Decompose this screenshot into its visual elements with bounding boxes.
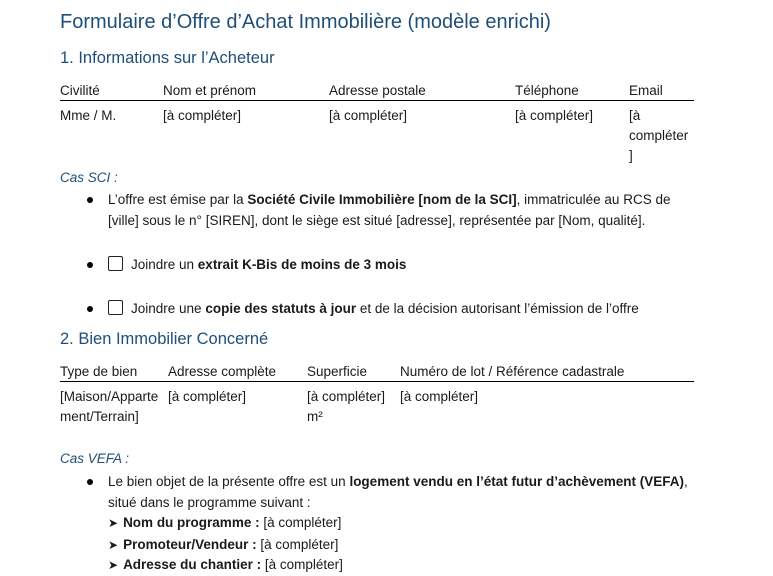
header-civilite: Civilité [60,80,163,101]
case-vefa-label: Cas VEFA : [60,451,130,466]
arrow-icon: ➤ [108,516,119,530]
header-nom-prenom: Nom et prénom [163,80,329,101]
property-table-header-row [60,361,694,382]
cell-adresse-complete: [à compléter] [168,389,247,404]
bullet-dot [87,479,93,485]
vefa-bold: logement vendu en l’état futur d’achèvement (VEFA) [349,474,684,489]
bullet-dot [87,306,93,312]
header-type-bien: Type de bien [60,361,168,382]
promoteur-label: Promoteur/Vendeur : [123,537,257,552]
header-telephone: Téléphone [515,80,629,101]
sci-name-bold: Société Civile Immobilière [nom de la SCI] [247,192,517,207]
list-item [108,513,698,534]
table-row [60,101,694,167]
bullet-dot [87,197,93,203]
cell-nom-prenom: [à compléter] [163,108,242,123]
property-table [60,361,694,427]
statuts-text-1: Joindre une [131,301,206,316]
cell-email: [à compléter] [629,108,689,163]
cell-superficie: [à compléter] m² [307,389,386,424]
chantier-label: Adresse du chantier : [123,557,262,572]
header-superficie: Superficie [307,361,400,382]
header-adresse-complete: Adresse complète [168,361,307,382]
promoteur-value: [à compléter] [256,537,339,552]
kbis-text: Joindre un [131,257,198,272]
buyer-table-header-row [60,80,694,101]
statuts-bold: copie des statuts à jour [205,301,357,316]
statuts-text-2: et de la décision autorisant l’émission de l’offre [356,301,639,316]
arrow-icon: ➤ [108,558,119,572]
header-email: Email [629,80,694,101]
arrow-icon: ➤ [108,538,119,552]
cell-type-bien: [Maison/Appartement/Terrain] [60,389,159,424]
header-adresse-postale: Adresse postale [329,80,515,101]
cell-telephone: [à compléter] [515,108,594,123]
list-item [108,555,698,576]
buyer-info-table [60,80,694,166]
chantier-value: [à compléter] [261,557,343,572]
sci-text-2: , immatriculée au RCS de [ville] sous le n° [SIREN], dont le siège est situé [adresse], représentée par [Nom, qualité]. [108,192,671,228]
programme-label: Nom du programme : [123,515,260,530]
header-numero-lot: Numéro de lot / Référence cadastrale [400,361,694,382]
cell-numero-lot: [à compléter] [400,389,479,404]
list-item [108,255,698,276]
cell-civilite: Mme / M. [60,108,117,123]
kbis-bold: extrait K-Bis de moins de 3 mois [197,257,407,272]
programme-value: [à compléter] [259,515,342,530]
section-1-heading: 1. Informations sur l’Acheteur [60,49,275,67]
section-2-heading: 2. Bien Immobilier Concerné [60,330,269,348]
sci-text-1: L’offre est émise par la [108,192,248,207]
checkbox-kbis[interactable] [108,256,123,271]
vefa-text-1: Le bien objet de la présente offre est un [108,474,350,489]
document-title: Formulaire d’Offre d’Achat Immobilière (modèle enrichi) [60,11,551,33]
bullet-dot [87,262,93,268]
list-item [108,535,698,556]
list-item [108,299,698,320]
list-item [108,472,698,513]
cell-adresse-postale: [à compléter] [329,108,408,123]
table-row [60,382,694,428]
case-sci-label: Cas SCI : [60,170,118,185]
list-item [108,190,698,231]
vefa-text-2: , situé dans le programme suivant : [108,474,688,510]
checkbox-statuts[interactable] [108,300,123,315]
